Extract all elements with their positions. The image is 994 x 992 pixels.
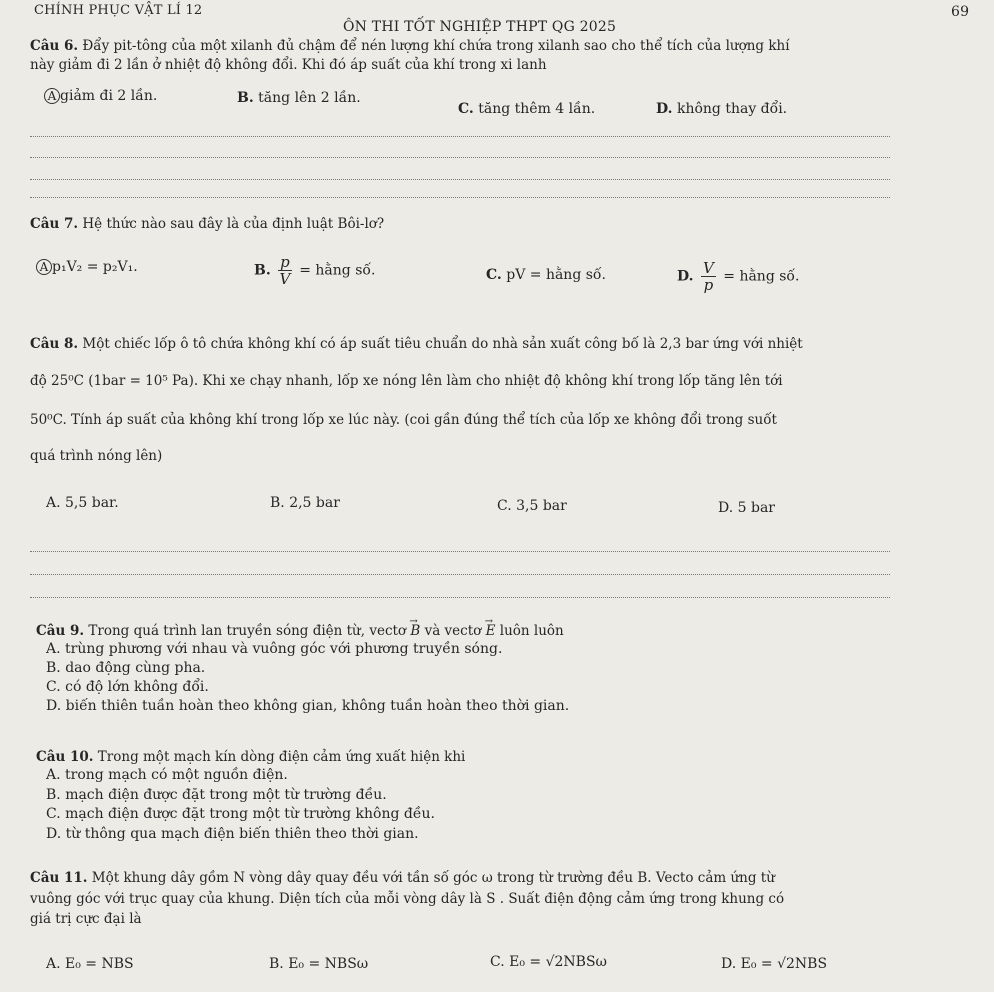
q9-option-a[interactable]: A. trùng phương với nhau và vuông góc với phương truyền sóng. bbox=[46, 641, 503, 657]
fraction-p-over-v: $\frac{p}{V}$ bbox=[279, 253, 291, 288]
answer-line bbox=[30, 197, 890, 198]
q9-option-c[interactable]: C. có độ lớn không đổi. bbox=[46, 679, 209, 695]
q11-line1: Câu 11. Một khung dây gồm N vòng dây quay đều với tần số góc ω trong từ trường đều B. Vecto cảm ứng từ bbox=[30, 870, 775, 886]
q10-label: Câu 10. bbox=[36, 749, 94, 765]
q10-line: Câu 10. Trong một mạch kín dòng điện cảm ứng xuất hiện khi bbox=[36, 749, 466, 765]
q8-line2: độ 25⁰C (1bar = 10⁵ Pa). Khi xe chạy nhanh, lốp xe nóng lên làm cho nhiệt độ không khí trong lốp tăng lên tới bbox=[30, 373, 783, 389]
vector-e-symbol: → E bbox=[486, 623, 496, 639]
q6-line1 bbox=[30, 37, 790, 56]
fraction-v-over-p: $\frac{V}{p}$ bbox=[702, 259, 714, 294]
q8-option-d[interactable]: D. 5 bar bbox=[718, 500, 775, 516]
q8-option-b[interactable]: B. 2,5 bar bbox=[270, 495, 340, 511]
q6-option-a[interactable]: A giảm đi 2 lần. bbox=[44, 88, 157, 104]
answer-line bbox=[30, 574, 890, 575]
answer-line bbox=[30, 157, 890, 158]
q8-line3: 50⁰C. Tính áp suất của không khí trong lốp xe lúc này. (coi gần đúng thể tích của lốp xe không đổi trong suốt bbox=[30, 412, 777, 428]
q11-option-c[interactable]: C. E₀ = √2NBSω bbox=[490, 954, 607, 970]
q7-option-b[interactable]: B. $\frac{p}{V}$ = hằng số. bbox=[254, 253, 376, 288]
answer-line bbox=[30, 551, 890, 552]
selected-circle-icon: A bbox=[44, 88, 60, 104]
answer-line bbox=[30, 179, 890, 180]
q6-option-d[interactable]: D. không thay đổi. bbox=[656, 101, 788, 117]
q10-option-b[interactable]: B. mạch điện được đặt trong một từ trường đều. bbox=[46, 787, 387, 803]
q7-text: Hệ thức nào sau đây là của định luật Bôi-lơ? bbox=[82, 216, 385, 232]
q11-option-b[interactable]: B. E₀ = NBSω bbox=[269, 956, 369, 972]
q10-option-c[interactable]: C. mạch điện được đặt trong một từ trường không đều. bbox=[46, 806, 435, 822]
q11-line3: giá trị cực đại là bbox=[30, 911, 142, 927]
q10-option-d[interactable]: D. từ thông qua mạch điện biến thiên theo thời gian. bbox=[46, 826, 419, 842]
answer-line bbox=[30, 597, 890, 598]
q9-label: Câu 9. bbox=[36, 623, 85, 639]
q7-option-a[interactable]: A p₁V₂ = p₂V₁. bbox=[36, 259, 138, 275]
q8-line1: Câu 8. Một chiếc lốp ô tô chứa không khí có áp suất tiêu chuẩn do nhà sản xuất công bố là 2,3 bar ứng với nhiệt bbox=[30, 336, 803, 352]
q6-text1: Đẩy pit-tông của một xilanh đủ chậm để nén lượng khí chứa trong xilanh sao cho thể tích của lượng khí bbox=[82, 38, 790, 54]
q6-line2: này giảm đi 2 lần ở nhiệt độ không đổi. Khi đó áp suất của khí trong xi lanh bbox=[30, 57, 547, 73]
q8-label: Câu 8. bbox=[30, 336, 79, 352]
q10-option-a[interactable]: A. trong mạch có một nguồn điện. bbox=[46, 767, 288, 783]
q11-option-d[interactable]: D. E₀ = √2NBS bbox=[721, 956, 828, 972]
q9-option-b[interactable]: B. dao động cùng pha. bbox=[46, 660, 206, 676]
book-title: CHÍNH PHỤC VẬT LÍ 12 bbox=[34, 3, 203, 18]
q7-option-c[interactable]: C. pV = hằng số. bbox=[486, 267, 606, 283]
selected-circle-icon: A bbox=[36, 259, 52, 275]
q6-label: Câu 6. bbox=[30, 38, 79, 54]
exam-title: ÔN THI TỐT NGHIỆP THPT QG 2025 bbox=[343, 19, 617, 35]
q8-option-c[interactable]: C. 3,5 bar bbox=[497, 498, 567, 514]
q11-label: Câu 11. bbox=[30, 870, 88, 886]
q6-option-b[interactable]: B. tăng lên 2 lần. bbox=[237, 90, 361, 106]
q6-option-c[interactable]: C. tăng thêm 4 lần. bbox=[458, 101, 596, 117]
q7-label: Câu 7. bbox=[30, 216, 79, 232]
q8-option-a[interactable]: A. 5,5 bar. bbox=[46, 495, 119, 511]
page-number: 69 bbox=[951, 4, 970, 20]
q11-line2: vuông góc với trục quay của khung. Diện tích của mỗi vòng dây là S . Suất điện động cảm ứng trong khung có bbox=[30, 891, 785, 907]
q8-line4: quá trình nóng lên) bbox=[30, 448, 163, 464]
q9-line: Câu 9. Trong quá trình lan truyền sóng điện từ, vectơ → B và vectơ → E luôn luôn bbox=[36, 622, 564, 641]
q11-option-a[interactable]: A. E₀ = NBS bbox=[46, 956, 134, 972]
q7-option-d[interactable]: D. $\frac{V}{p}$ = hằng số. bbox=[677, 259, 800, 294]
vector-b-symbol: → B bbox=[410, 623, 420, 639]
q7-line bbox=[30, 215, 384, 234]
answer-line bbox=[30, 136, 890, 137]
q9-option-d[interactable]: D. biến thiên tuần hoàn theo không gian, không tuần hoàn theo thời gian. bbox=[46, 698, 570, 714]
